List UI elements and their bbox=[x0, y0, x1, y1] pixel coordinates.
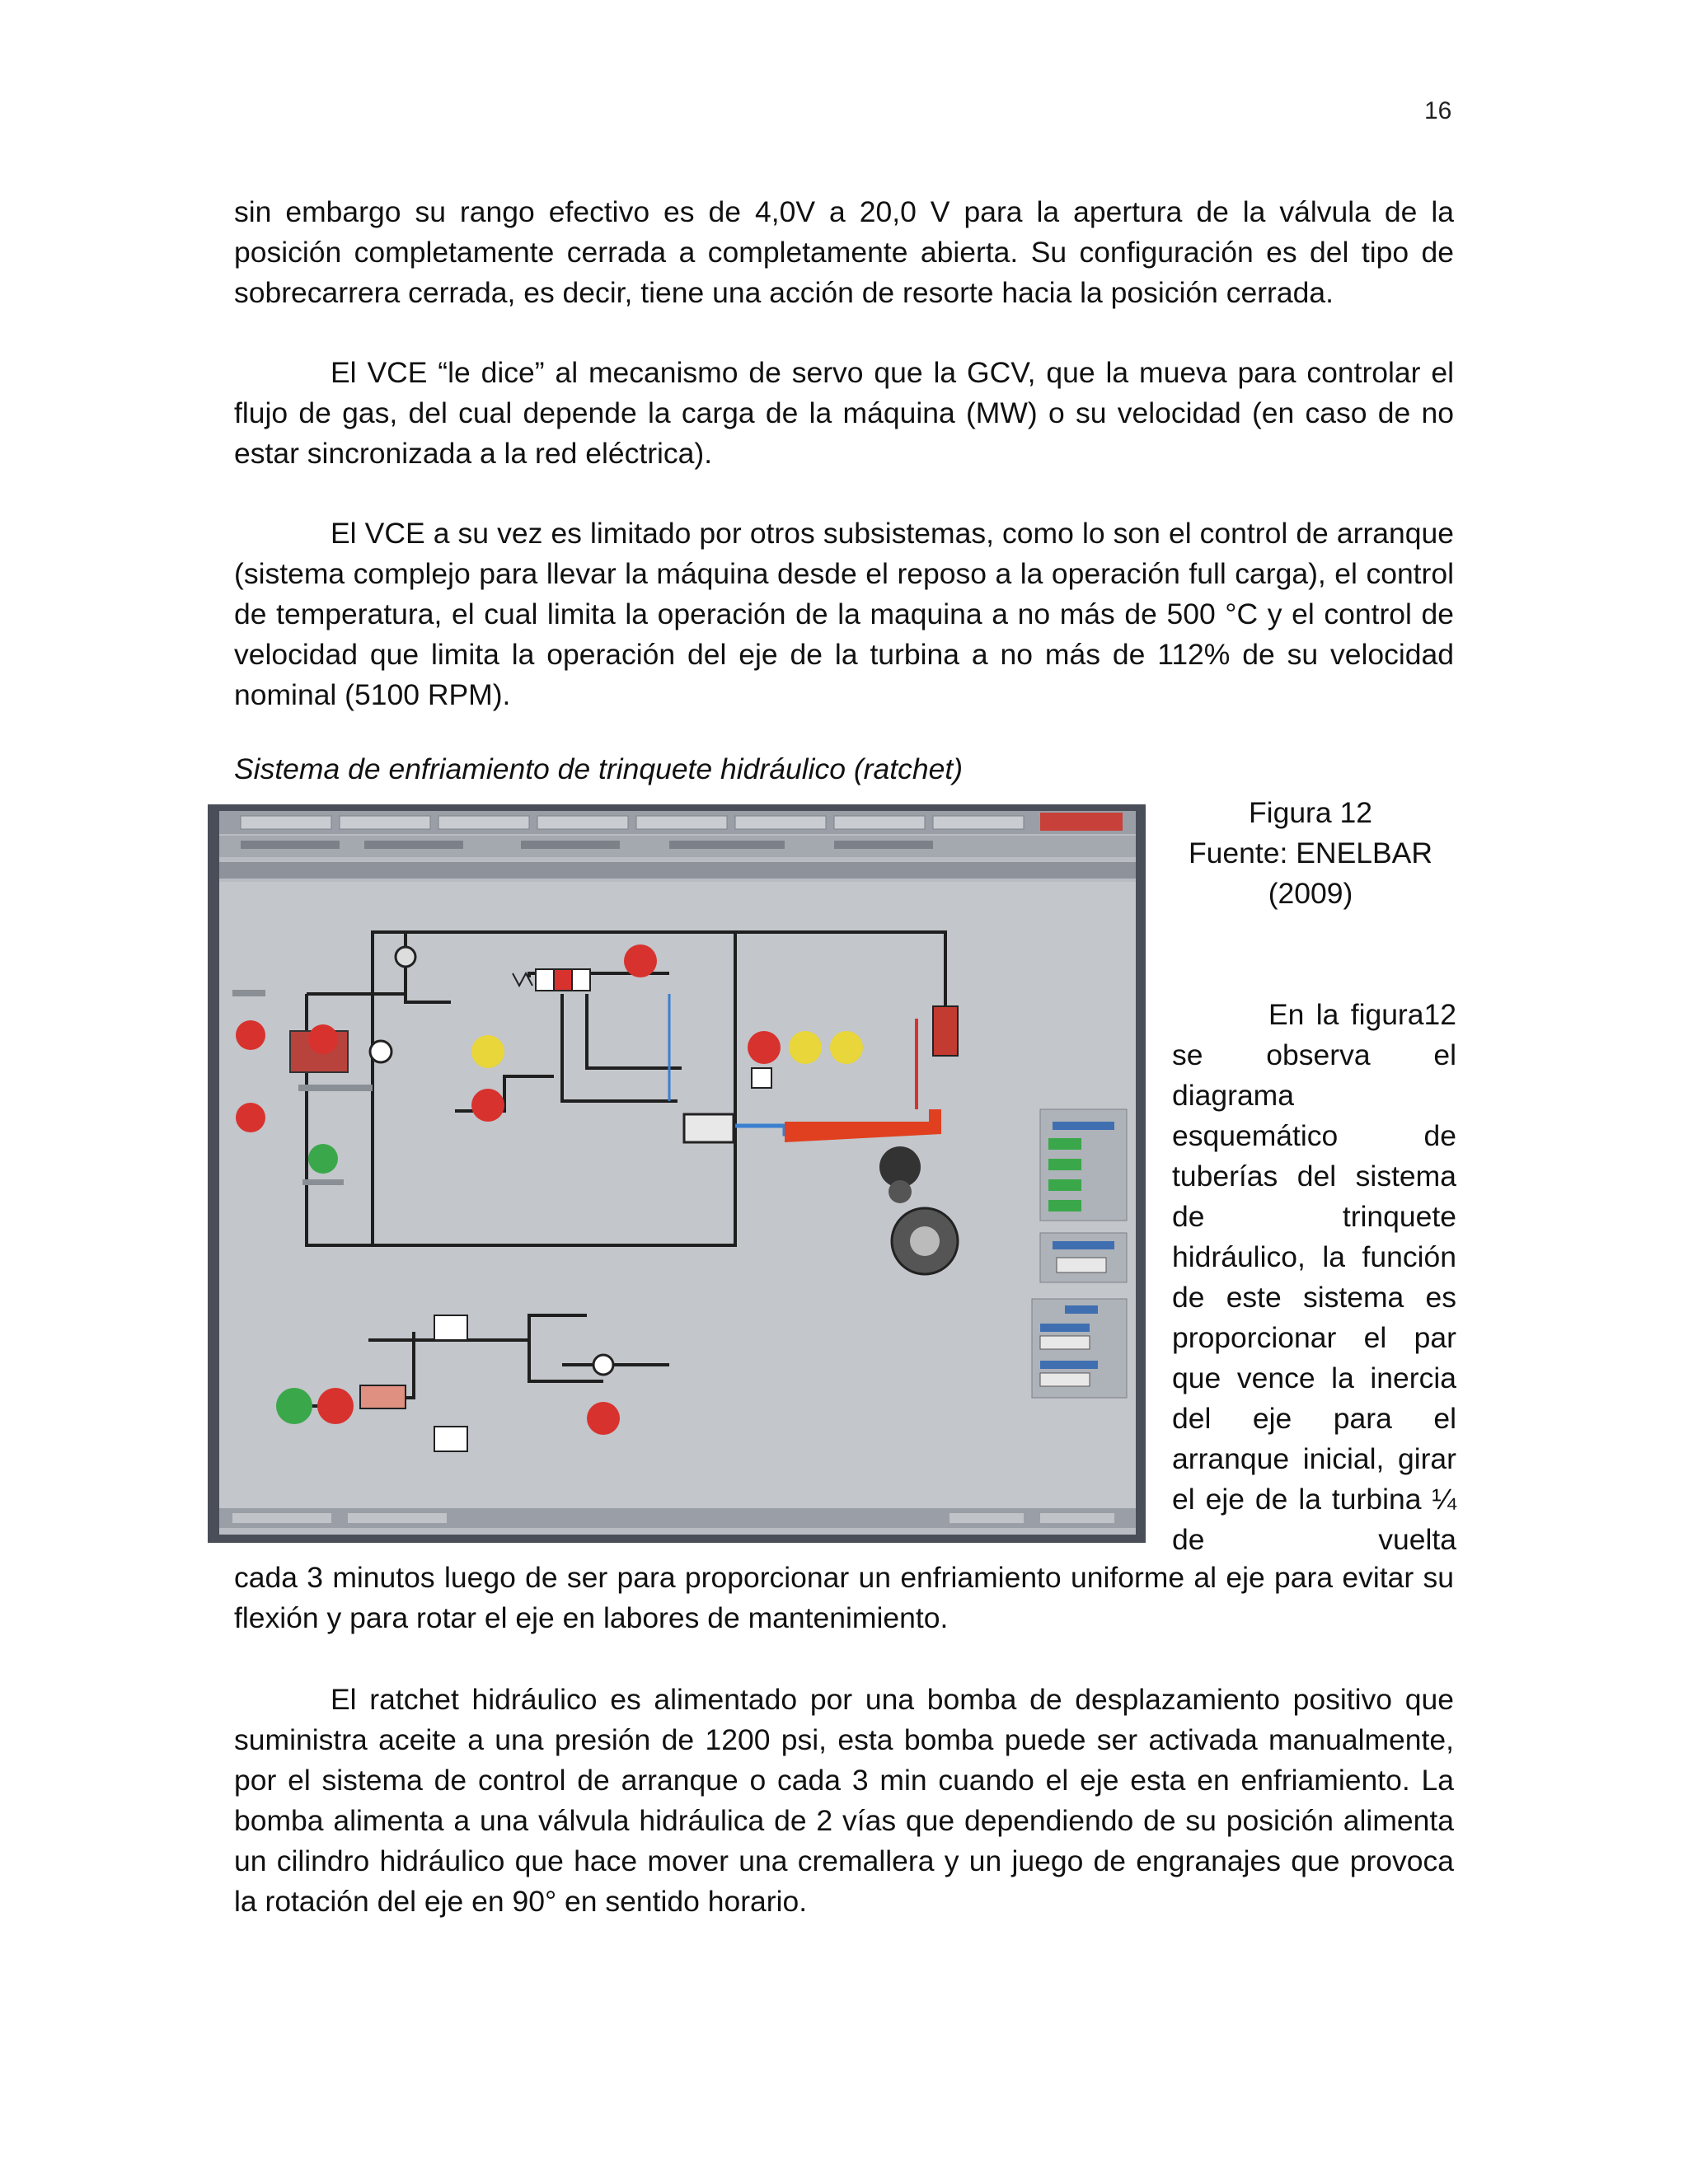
solenoid-icon bbox=[360, 1385, 406, 1408]
turbine-speed-panel bbox=[1040, 1233, 1127, 1282]
alarm-indicator[interactable] bbox=[236, 1020, 265, 1050]
alarm-indicator[interactable] bbox=[317, 1388, 354, 1424]
ratchet-timer-panel bbox=[1032, 1299, 1127, 1398]
status-indicator-green[interactable] bbox=[276, 1388, 312, 1424]
figure-year: (2009) bbox=[1268, 877, 1353, 910]
figure-hmi-screenshot bbox=[208, 804, 1146, 1543]
pump-icon bbox=[370, 1041, 392, 1062]
alarm-indicator[interactable] bbox=[471, 1089, 504, 1122]
status-indicator-green[interactable] bbox=[308, 1144, 338, 1174]
figure-source: Fuente: ENELBAR bbox=[1189, 837, 1432, 869]
hydraulic-cylinder-icon bbox=[684, 1114, 734, 1142]
paragraph-2: El VCE “le dice” al mecanismo de servo que la GCV, que la mueva para controlar el flujo de gas, del cual depende la carga de la máquina (MW) o su velocidad (en caso de no estar sincronizada a la red eléctrica). bbox=[234, 356, 1454, 470]
figure-number: Figura 12 bbox=[1249, 796, 1372, 829]
paragraph-3: El VCE a su vez es limitado por otros subsistemas, como lo son el control de arranque (sistema complejo para llevar la máquina desde el reposo a la operación full carga), el control de temperatura, el cual limita la operación de la maquina a no más de 500 °C y el control de velocidad que limita la operación del eje de la turbina a no más de 112% de su velocidad nominal (5100 RPM). bbox=[234, 517, 1454, 711]
figure-side-text: En la figura12 se observa el diagrama esquemático de tuberías del sistema de trinquete hidráulico, la función de este sistema es proporcionar el par que vence la inercia del eje para el arranque inicial, girar el eje de la turbina ¼ de vuelta bbox=[1172, 998, 1456, 1556]
alarm-indicator[interactable] bbox=[587, 1402, 620, 1435]
paragraph-5: El ratchet hidráulico es alimentado por una bomba de desplazamiento positivo que suministra aceite a una presión de 1200 psi, esta bomba puede ser activada manualmente, por el sistema de control de arranque o cada 3 min cuando el eje esta en enfriamiento. La bomba alimenta a una válvula hidráulica de 2 vías que dependiendo de su posición alimenta un cilindro hidráulico que hace mover una cremallera y un juego de engranajes que provoca la rotación del eje en 90° en sentido horario. bbox=[234, 1683, 1454, 1918]
page-number: 16 bbox=[1424, 97, 1452, 124]
paragraph-1: sin embargo su rango efectivo es de 4,0V a 20,0 V para la apertura de la válvula de la posición completamente cerrada a completamente abierta. Su configuración es del tipo de sobrecarrera cerrada, es decir, tiene una acción de resorte hacia la posición cerrada. bbox=[234, 195, 1454, 309]
section-heading: Sistema de enfriamiento de trinquete hidráulico (ratchet) bbox=[234, 752, 964, 785]
warning-indicator[interactable] bbox=[789, 1031, 822, 1064]
logo-icon bbox=[1040, 813, 1123, 831]
alarm-indicator[interactable] bbox=[748, 1031, 781, 1064]
diagram-area bbox=[219, 882, 1136, 1508]
warning-indicator[interactable] bbox=[830, 1031, 863, 1064]
paragraph-4-continued: cada 3 minutos luego de ser para proporcionar un enfriamiento uniforme al eje para evitar su flexión y para rotar el eje en labores de mantenimiento. bbox=[234, 1561, 1454, 1634]
warning-indicator[interactable] bbox=[471, 1035, 504, 1068]
alarm-indicator[interactable] bbox=[308, 1024, 338, 1054]
alarm-indicator[interactable] bbox=[624, 944, 657, 977]
pressure-gauge-icon bbox=[396, 947, 415, 967]
hmi-diagram bbox=[208, 804, 1146, 1543]
speed-panel bbox=[1040, 1109, 1127, 1221]
alarm-indicator[interactable] bbox=[236, 1103, 265, 1132]
figure-caption bbox=[1166, 793, 1455, 914]
